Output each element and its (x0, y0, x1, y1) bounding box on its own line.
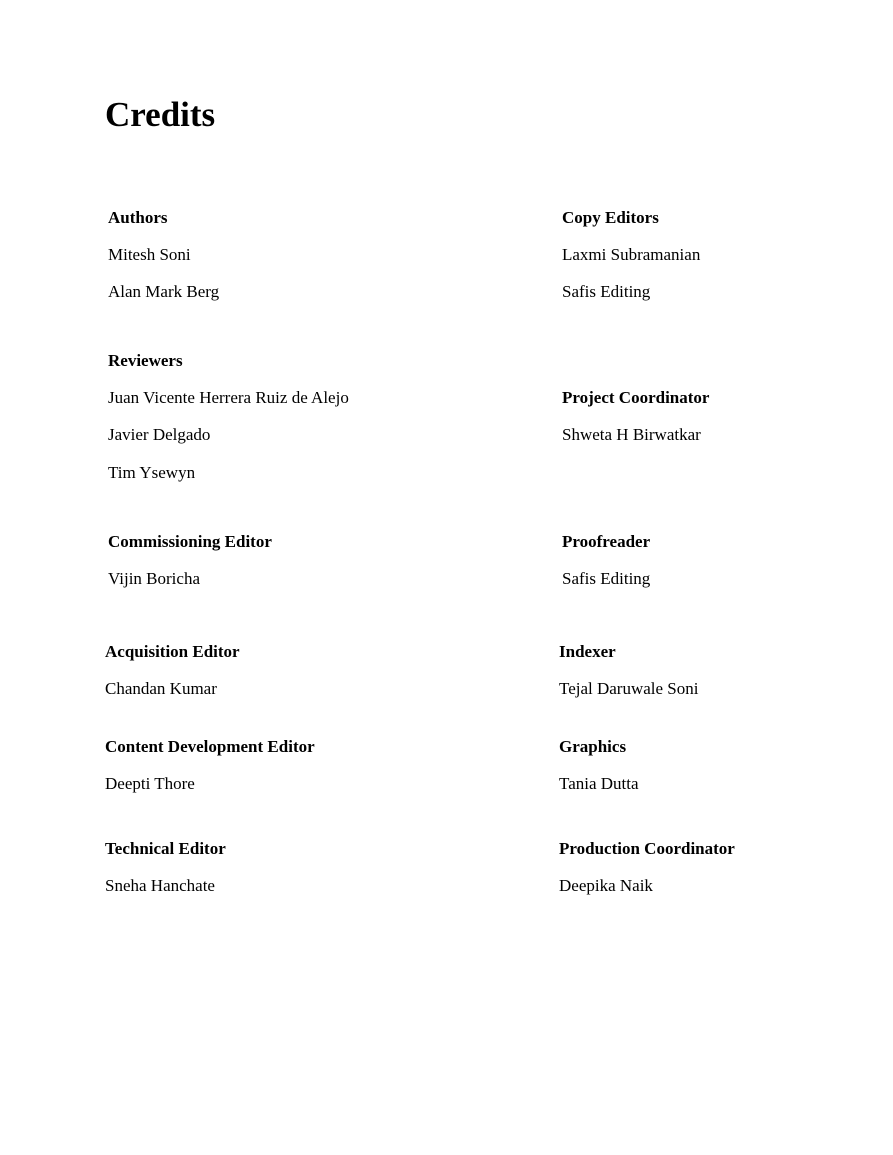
credit-group-project-coordinator (562, 388, 709, 445)
credit-heading: Graphics (559, 737, 627, 756)
credit-name: Sneha Hanchate (105, 876, 215, 895)
credit-heading: Content Development Editor (105, 737, 315, 756)
credit-name: Tejal Daruwale Soni (559, 679, 699, 698)
credit-name: Deepika Naik (559, 876, 653, 895)
credit-group-graphics (559, 737, 639, 794)
credit-heading: Indexer (559, 642, 616, 661)
credit-name: Tim Ysewyn (108, 463, 196, 482)
credit-group-proofreader (562, 532, 650, 589)
credit-group-content-development-editor (105, 737, 315, 794)
credit-name: Laxmi Subramanian (562, 245, 701, 264)
credit-name: Javier Delgado (108, 425, 211, 444)
credit-heading: Proofreader (562, 532, 651, 551)
credit-heading: Acquisition Editor (105, 642, 240, 661)
credit-group-reviewers (108, 351, 349, 483)
credit-heading: Project Coordinator (562, 388, 710, 407)
credit-name: Alan Mark Berg (108, 282, 220, 301)
credit-group-technical-editor (105, 839, 226, 896)
credit-name: Mitesh Soni (108, 245, 191, 264)
credit-name: Shweta H Birwatkar (562, 425, 701, 444)
page-title: Credits (105, 95, 216, 134)
credit-name: Chandan Kumar (105, 679, 217, 698)
credit-heading: Commissioning Editor (108, 532, 272, 551)
credit-heading: Technical Editor (105, 839, 226, 858)
credit-group-production-coordinator (559, 839, 735, 896)
credit-name: Vijin Boricha (108, 569, 200, 588)
credit-name: Safis Editing (562, 569, 651, 588)
credit-group-authors (108, 208, 219, 302)
credit-group-acquisition-editor (105, 642, 240, 699)
credit-group-commissioning-editor (108, 532, 272, 589)
credit-heading: Copy Editors (562, 208, 659, 227)
credit-group-copy-editors (562, 208, 700, 302)
credit-heading: Reviewers (108, 351, 183, 370)
credit-name: Tania Dutta (559, 774, 639, 793)
credit-group-indexer (559, 642, 699, 699)
credit-name: Juan Vicente Herrera Ruiz de Alejo (108, 388, 349, 407)
credit-heading: Authors (108, 208, 168, 227)
credit-name: Deepti Thore (105, 774, 195, 793)
credit-heading: Production Coordinator (559, 839, 735, 858)
credit-name: Safis Editing (562, 282, 651, 301)
